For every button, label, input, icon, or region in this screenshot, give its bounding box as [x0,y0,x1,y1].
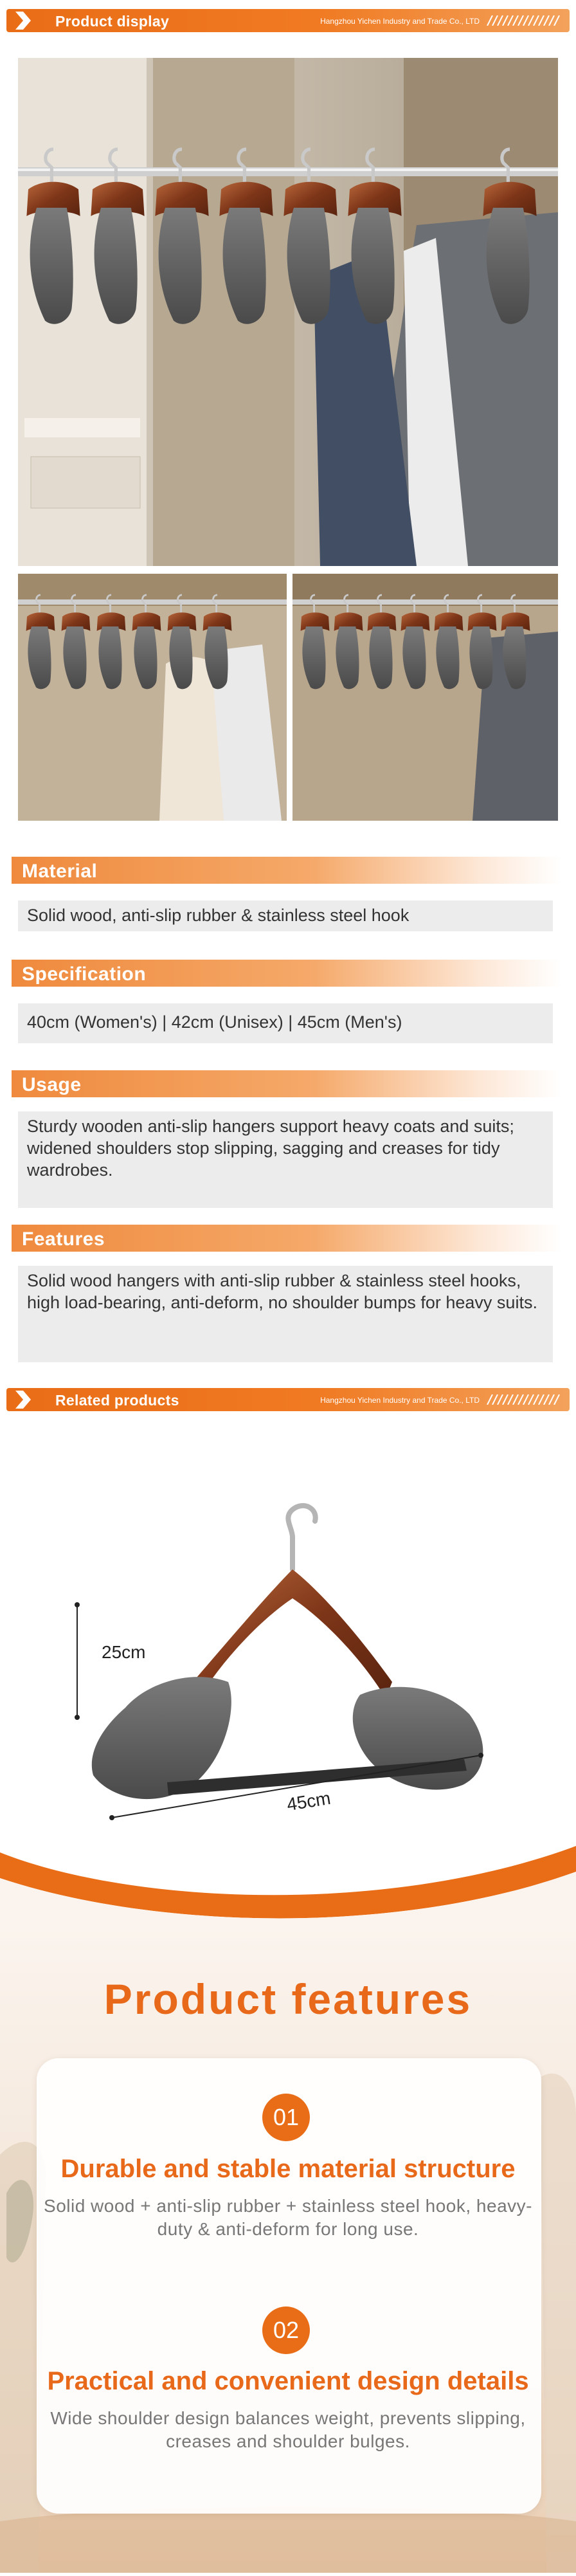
height-label: 25cm [102,1642,146,1662]
material-heading: Material [22,861,98,882]
related-products-banner [0,1383,576,1415]
product-display-banner [0,4,576,36]
dimension-diagram [0,1425,576,1836]
features-heading: Features [22,1229,105,1250]
usage-heading: Usage [22,1074,82,1095]
features-label [12,1225,561,1252]
feature-description: Wide shoulder design balances weight, prevents slipping, creases and shoulder bulges. [50,2408,526,2451]
chevron-right-icon [12,1389,37,1411]
main-product-photo [18,58,558,566]
feature-heading: Durable and stable material structure [60,2155,516,2183]
chevron-right-icon [12,10,37,32]
feature-description: Solid wood + anti-slip rubber + stainless steel hook, heavy-duty & anti-deform for long use. [44,2196,532,2239]
feature-number-badge: 01 [262,2094,310,2141]
product-photo-right [292,574,558,821]
specification-heading: Specification [22,964,147,985]
features-text: Solid wood hangers with anti-slip rubber & stainless steel hooks, high load-bearing, anti-deform, no shoulder bumps for heavy suits. [18,1266,553,1362]
banner-title: Product display [55,13,170,30]
width-label: 45cm [285,1787,332,1815]
company-name: Hangzhou Yichen Industry and Trade Co., LTD [320,17,480,26]
usage-label [12,1070,561,1097]
material-text: Solid wood, anti-slip rubber & stainless steel hook [18,900,553,931]
feature-number-badge: 02 [262,2307,310,2354]
banner-title: Related products [55,1392,179,1409]
swoosh-divider [0,1840,576,1930]
stripes-decoration [486,1394,562,1405]
specification-label [12,960,561,987]
material-label [12,857,561,884]
product-photo-left [18,574,287,821]
feature-heading: Practical and convenient design details [47,2367,529,2395]
product-features-title: Product features [104,1975,473,2023]
usage-text: Sturdy wooden anti-slip hangers support heavy coats and suits; widened shoulders stop slipping, sagging and creases for tidy wardrobes. [18,1111,553,1208]
company-name: Hangzhou Yichen Industry and Trade Co., LTD [320,1396,480,1405]
specification-text: 40cm (Women's) | 42cm (Unisex) | 45cm (Men's) [18,1003,553,1043]
stripes-decoration [486,15,562,26]
